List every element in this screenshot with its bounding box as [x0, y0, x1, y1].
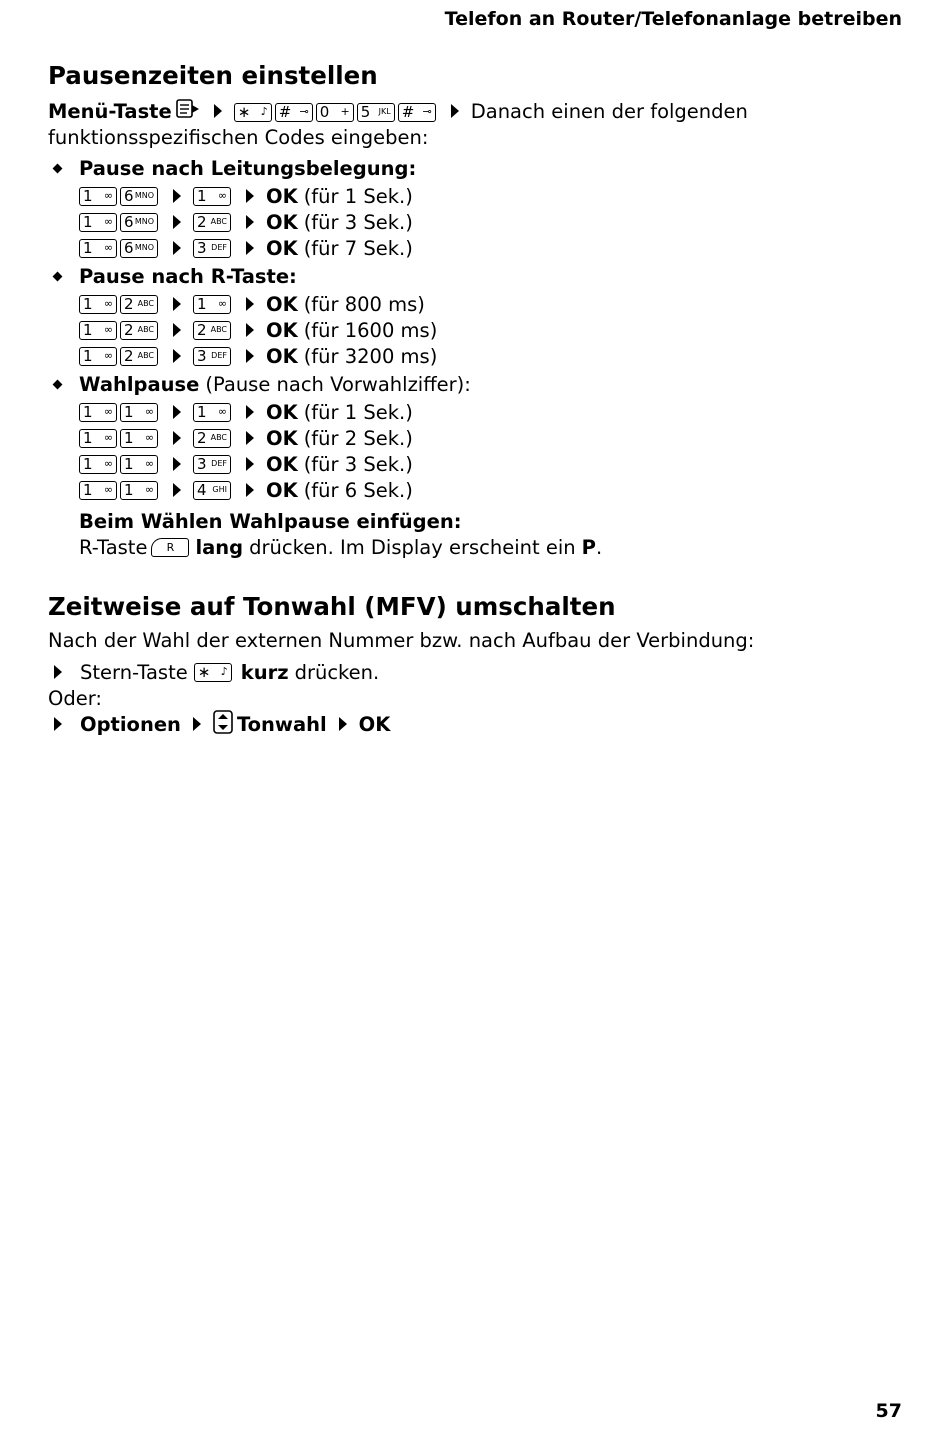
arrow-icon: [246, 215, 254, 229]
phone-key-icon: [193, 239, 231, 258]
phone-key-icon: [120, 213, 158, 232]
key-digit: 6: [124, 238, 134, 257]
insert-note-rest: drücken. Im Display erscheint ein: [249, 535, 576, 559]
arrow-icon: [54, 665, 62, 679]
key-digit: 1: [83, 212, 93, 231]
phone-key-icon: [120, 239, 158, 258]
phone-key-icon: [120, 429, 158, 448]
key-sub: ⊸: [299, 105, 309, 118]
optionen-label: Optionen: [80, 712, 181, 736]
key-sub: ABC: [137, 351, 154, 360]
key-digit: 1: [124, 480, 134, 499]
code-row: [48, 235, 908, 261]
key-sub: ∞: [217, 297, 227, 310]
intro-line-2: funktionsspezifischen Codes eingeben:: [48, 125, 429, 149]
key-sub: ABC: [210, 325, 227, 334]
key-sub: ⊸: [422, 105, 432, 118]
key-sub: ∞: [103, 323, 113, 336]
insert-note: [48, 508, 908, 560]
phone-key-icon: [120, 321, 158, 340]
kurz-label: kurz: [240, 660, 289, 684]
duration-note: (für 1 Sek.): [303, 400, 413, 424]
duration-note: (für 3 Sek.): [303, 210, 413, 234]
key-digit: 1: [83, 402, 93, 421]
key-digit: 1: [197, 402, 207, 421]
arrow-icon: [173, 483, 181, 497]
key-sub: ∞: [144, 483, 154, 496]
key-digit: 2: [124, 346, 134, 365]
key-sub: ♪: [260, 105, 268, 118]
duration-note: (für 7 Sek.): [303, 236, 413, 260]
phone-key-icon: [193, 187, 231, 206]
code-row: [48, 291, 908, 317]
code-row: [48, 399, 908, 425]
diamond-bullet-icon: [53, 271, 63, 281]
key-digit: 6: [124, 212, 134, 231]
key-digit: 1: [197, 186, 207, 205]
key-digit: 5: [360, 102, 371, 121]
phone-key-icon: [193, 321, 231, 340]
code-row: [48, 343, 908, 369]
arrow-icon: [246, 189, 254, 203]
intro-line: [48, 98, 908, 124]
key-digit: 1: [124, 428, 134, 447]
duration-note: (für 3200 ms): [303, 344, 438, 368]
key-sub: ABC: [137, 325, 154, 334]
key-sub: DEF: [211, 459, 227, 468]
key-sub: GHI: [212, 485, 227, 494]
key-sub: ∞: [103, 457, 113, 470]
ok-label: OK: [266, 210, 298, 234]
duration-note: (für 2 Sek.): [303, 426, 413, 450]
phone-key-icon: [120, 347, 158, 366]
step1-rest: drücken.: [294, 660, 380, 684]
bullet-item: [48, 369, 908, 399]
phone-key-icon: [193, 347, 231, 366]
arrow-icon: [451, 104, 459, 118]
lang-label: lang: [195, 535, 244, 559]
arrow-icon: [246, 457, 254, 471]
key-sub: ∞: [144, 457, 154, 470]
key-digit: 3: [197, 454, 207, 473]
phone-key-icon: [79, 213, 117, 232]
bullet-title: Pause nach Leitungsbelegung:: [79, 156, 417, 180]
key-digit: 1: [83, 186, 93, 205]
key-sub: ♪: [220, 665, 228, 678]
key-sub: DEF: [211, 243, 227, 252]
ok-label: OK: [266, 452, 298, 476]
phone-key-icon: [398, 103, 436, 122]
phone-key-icon: [275, 103, 313, 122]
ok-label: OK: [266, 400, 298, 424]
key-sub: DEF: [211, 351, 227, 360]
key-digit: 1: [197, 294, 207, 313]
section-title: Zeitweise auf Tonwahl (MFV) umschalten: [48, 592, 616, 621]
key-digit: 1: [83, 320, 93, 339]
ok-label: OK: [266, 426, 298, 450]
arrow-icon: [173, 189, 181, 203]
phone-key-icon: [79, 321, 117, 340]
arrow-icon: [339, 717, 347, 731]
star-key-icon: [194, 663, 232, 682]
key-sub: ∞: [103, 241, 113, 254]
key-sub: MNO: [134, 243, 154, 252]
bullet-title-rest: (Pause nach Vorwahlziffer):: [205, 372, 471, 396]
duration-note: (für 1600 ms): [303, 318, 438, 342]
key-sub: ∞: [103, 431, 113, 444]
tonwahl-label: Tonwahl: [236, 712, 327, 736]
key-sub: ∞: [103, 349, 113, 362]
oder-label: Oder:: [48, 686, 102, 710]
phone-key-icon: [234, 103, 272, 122]
menu-key-label: Menü-Taste: [48, 99, 172, 123]
phone-key-icon: [79, 295, 117, 314]
key-digit: 1: [83, 454, 93, 473]
intro-key-sequence: [234, 100, 439, 123]
key-sub: ∞: [144, 431, 154, 444]
bullet-item: [48, 261, 908, 291]
key-sub: MNO: [134, 191, 154, 200]
key-digit: 1: [124, 402, 134, 421]
arrow-icon: [246, 405, 254, 419]
insert-note-title: Beim Wählen Wahlpause einfügen:: [79, 509, 462, 533]
ok-label: OK: [266, 292, 298, 316]
code-row: [48, 425, 908, 451]
phone-key-icon: [79, 455, 117, 474]
stern-taste-label: Stern-Taste: [80, 660, 188, 684]
duration-note: (für 6 Sek.): [303, 478, 413, 502]
key-digit: 3: [197, 238, 207, 257]
key-digit: 1: [83, 480, 93, 499]
section2-intro: Nach der Wahl der externen Nummer bzw. nach Aufbau der Verbindung:: [48, 628, 755, 652]
arrow-icon: [246, 349, 254, 363]
key-digit: 2: [197, 428, 207, 447]
step-options: [48, 711, 908, 737]
arrow-icon: [246, 297, 254, 311]
diamond-bullet-icon: [53, 163, 63, 173]
bullet-title: Pause nach R-Taste:: [79, 264, 297, 288]
key-digit: 2: [124, 294, 134, 313]
phone-key-icon: [193, 213, 231, 232]
step-star-key: [48, 659, 908, 685]
key-sub: ∞: [103, 483, 113, 496]
section-tone-dialing: [48, 592, 908, 737]
diamond-bullet-icon: [53, 379, 63, 389]
code-row: [48, 209, 908, 235]
phone-key-icon: [120, 295, 158, 314]
phone-key-icon: [193, 429, 231, 448]
phone-key-icon: [316, 103, 354, 122]
arrow-icon: [193, 717, 201, 731]
key-sub: ABC: [137, 299, 154, 308]
phone-key-icon: [193, 295, 231, 314]
section-pause-times: [48, 61, 908, 560]
key-sub: ∞: [103, 297, 113, 310]
key-sub: +: [340, 105, 350, 118]
duration-note: (für 800 ms): [303, 292, 425, 316]
key-digit: 2: [124, 320, 134, 339]
key-digit: #: [278, 102, 292, 121]
running-header: Telefon an Router/Telefonanlage betreiben: [444, 8, 902, 30]
key-digit: 3: [197, 346, 207, 365]
arrow-icon: [173, 215, 181, 229]
key-digit: 1: [83, 294, 93, 313]
phone-key-icon: [193, 455, 231, 474]
bullet-title: Wahlpause: [79, 372, 200, 396]
key-sub: ABC: [210, 217, 227, 226]
key-digit: 0: [319, 102, 330, 121]
ok-label: OK: [266, 344, 298, 368]
phone-key-icon: [193, 481, 231, 500]
key-digit: 1: [83, 238, 93, 257]
arrow-icon: [246, 323, 254, 337]
key-sub: ∞: [103, 189, 113, 202]
key-sub: ∞: [217, 405, 227, 418]
insert-note-text: [79, 534, 908, 560]
code-row: [48, 317, 908, 343]
phone-key-icon: [120, 403, 158, 422]
bullet-item: [48, 153, 908, 183]
arrow-icon: [246, 241, 254, 255]
menu-key-icon: [176, 99, 200, 124]
ok-label: OK: [358, 712, 391, 736]
arrow-icon: [173, 431, 181, 445]
arrow-icon: [173, 323, 181, 337]
arrow-icon: [173, 297, 181, 311]
phone-key-icon: [120, 187, 158, 206]
arrow-icon: [214, 104, 222, 118]
phone-key-icon: [79, 347, 117, 366]
duration-note: (für 1 Sek.): [303, 184, 413, 208]
key-digit: 2: [197, 212, 207, 231]
key-digit: 6: [124, 186, 134, 205]
arrow-icon: [246, 431, 254, 445]
page-number: 57: [875, 1400, 902, 1422]
key-digit: #: [401, 102, 415, 121]
key-sub: ∞: [103, 405, 113, 418]
key-digit: ∗: [237, 102, 251, 121]
phone-key-icon: [79, 239, 117, 258]
arrow-icon: [173, 405, 181, 419]
key-digit: 1: [83, 428, 93, 447]
phone-key-icon: [120, 481, 158, 500]
nav-key-icon: [213, 710, 233, 739]
phone-key-icon: [357, 103, 395, 122]
code-row: [48, 477, 908, 503]
key-sub: ABC: [210, 433, 227, 442]
arrow-icon: [173, 349, 181, 363]
phone-key-icon: [79, 187, 117, 206]
r-taste-label: R-Taste: [79, 535, 148, 559]
key-sub: MNO: [134, 217, 154, 226]
phone-key-icon: [79, 481, 117, 500]
duration-note: (für 3 Sek.): [303, 452, 413, 476]
phone-key-icon: [193, 403, 231, 422]
key-sub: ∞: [217, 189, 227, 202]
key-sub: JKL: [378, 107, 391, 116]
section-title: Pausenzeiten einstellen: [48, 61, 378, 90]
ok-label: OK: [266, 184, 298, 208]
arrow-icon: [173, 241, 181, 255]
intro-text: Danach einen der folgenden: [470, 99, 748, 123]
p-symbol: P: [581, 535, 596, 559]
key-digit: 2: [197, 320, 207, 339]
code-groups: [48, 153, 908, 503]
key-digit: 4: [197, 480, 207, 499]
code-row: [48, 183, 908, 209]
key-digit: ∗: [197, 662, 211, 681]
phone-key-icon: [79, 429, 117, 448]
phone-key-icon: [120, 455, 158, 474]
ok-label: OK: [266, 318, 298, 342]
code-row: [48, 451, 908, 477]
arrow-icon: [246, 483, 254, 497]
key-digit: 1: [124, 454, 134, 473]
arrow-icon: [173, 457, 181, 471]
key-sub: ∞: [103, 215, 113, 228]
key-digit: 1: [83, 346, 93, 365]
phone-key-icon: [79, 403, 117, 422]
ok-label: OK: [266, 236, 298, 260]
period: .: [595, 535, 603, 559]
ok-label: OK: [266, 478, 298, 502]
arrow-icon: [54, 717, 62, 731]
key-sub: ∞: [144, 405, 154, 418]
r-key-icon: R: [151, 538, 189, 557]
